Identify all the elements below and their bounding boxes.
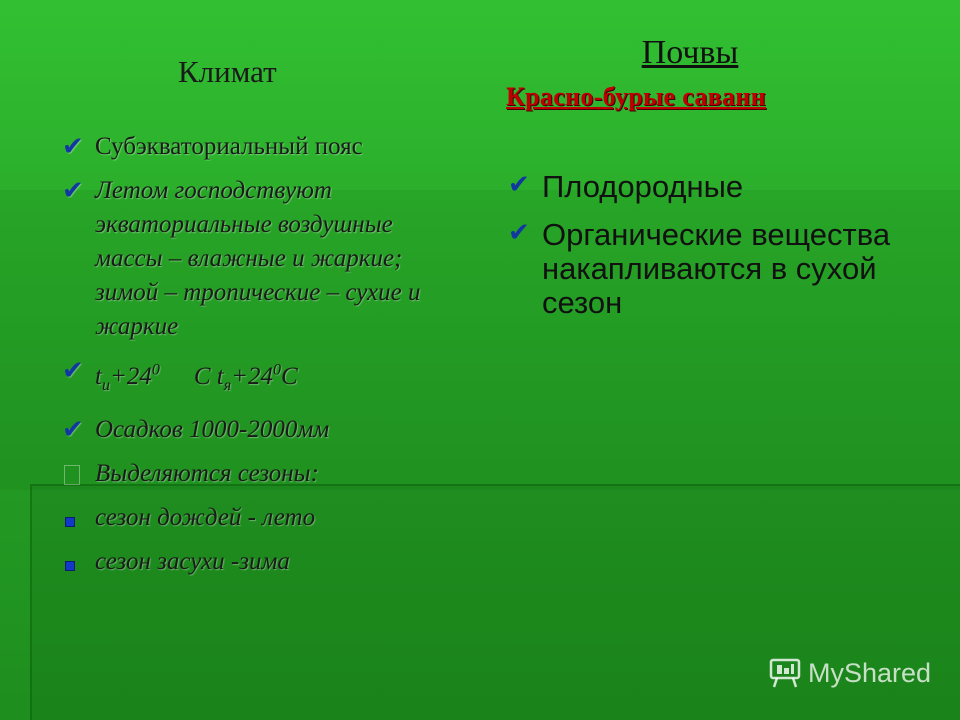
list-item <box>62 545 462 579</box>
list-item <box>62 501 462 535</box>
checkmark-icon: ✔ <box>62 176 84 206</box>
checkmark-icon: ✔ <box>508 218 530 248</box>
soils-list <box>508 170 908 334</box>
list-item-text: Органические вещества накапливаются в сухой сезон <box>542 217 891 320</box>
climate-list <box>62 130 462 589</box>
checkmark-icon: ✔ <box>62 356 84 386</box>
list-item-text: сезон дождей - лето <box>95 504 316 532</box>
checkmark-icon: ✔ <box>62 132 84 162</box>
list-item <box>62 130 462 164</box>
list-item <box>508 170 908 204</box>
soils-heading: Почвы <box>641 34 739 71</box>
list-item-text: Субэкваториальный пояс <box>95 133 363 160</box>
watermark-text: MyShared <box>808 657 932 688</box>
climate-heading: Климат <box>178 54 277 89</box>
list-item-text: Плодородные <box>542 169 744 204</box>
list-item-text: Осадков 1000-2000мм <box>95 416 330 444</box>
empty-box-icon <box>64 465 80 485</box>
checkmark-icon: ✔ <box>508 170 530 200</box>
list-item <box>62 354 462 403</box>
list-item <box>62 413 462 447</box>
list-item <box>508 218 908 320</box>
list-item <box>62 457 462 491</box>
list-item <box>62 174 462 344</box>
presentation-board-icon <box>768 656 802 690</box>
temperature-text: $t_и+24^0$ C $t_я+24^0C$ <box>95 362 298 395</box>
list-item-text: сезон засухи -зима <box>95 548 290 576</box>
list-item-text: Выделяются сезоны: <box>95 460 319 488</box>
checkmark-icon: ✔ <box>62 415 84 446</box>
square-bullet-icon <box>65 517 75 527</box>
watermark <box>768 656 931 690</box>
square-bullet-icon <box>65 561 75 571</box>
soil-type-subheading: Красно-бурые саванн <box>506 82 766 111</box>
list-item-text: Летом господствуют экваториальные воздушные массы – влажные и жаркие; зимой – тропические – сухие и жаркие <box>95 177 421 340</box>
